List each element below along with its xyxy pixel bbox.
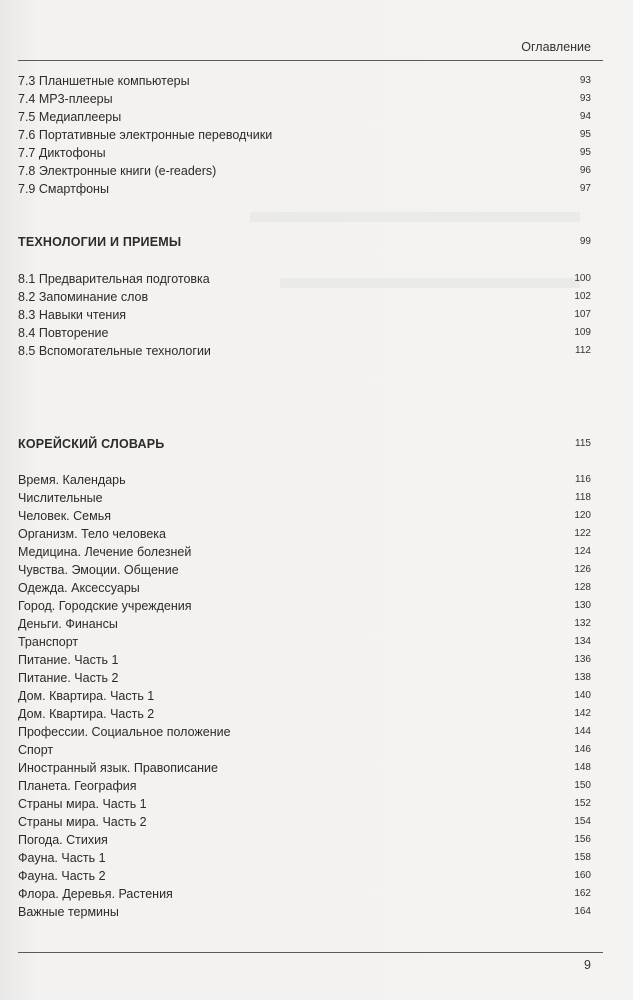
toc-entry[interactable] [18, 489, 591, 507]
header-divider [18, 60, 603, 61]
toc-entry-label: Питание. Часть 1 [18, 653, 119, 667]
toc-entry[interactable] [18, 342, 591, 360]
toc-entry-label: 7.3 Планшетные компьютеры [18, 74, 190, 88]
toc-entry[interactable] [18, 885, 591, 903]
toc-section-title: ТЕХНОЛОГИИ И ПРИЕМЫ [18, 235, 182, 249]
toc-section-heading[interactable] [18, 434, 591, 454]
toc-entry-label: Дом. Квартира. Часть 2 [18, 707, 155, 721]
toc-entry-label: Спорт [18, 743, 54, 757]
toc-entry-label: Флора. Деревья. Растения [18, 887, 173, 901]
toc-entry[interactable] [18, 471, 591, 489]
toc-entry-label: Иностранный язык. Правописание [18, 761, 218, 775]
toc-entry-page: 138 [574, 672, 591, 683]
toc-entry-label: Фауна. Часть 2 [18, 869, 106, 883]
toc-entry-page: 120 [574, 510, 591, 521]
toc-entry-page: 142 [574, 708, 591, 719]
toc-entry-page: 160 [574, 870, 591, 881]
toc-entry-label: 7.4 MP3-плееры [18, 92, 113, 106]
toc-entry-page: 109 [574, 327, 591, 338]
toc-entry-label: Фауна. Часть 1 [18, 851, 106, 865]
toc-entry-page: 118 [575, 492, 591, 503]
toc-entry-label: 7.6 Портативные электронные переводчики [18, 128, 273, 142]
toc-entry-label: Профессии. Социальное положение [18, 725, 231, 739]
toc-entry-page: 130 [574, 600, 591, 611]
toc-entry-page: 94 [579, 111, 591, 122]
toc-section-page: 115 [575, 438, 591, 449]
toc-entry-page: 102 [574, 291, 591, 302]
toc-entry-label: Одежда. Аксессуары [18, 581, 140, 595]
toc-entry-label: Время. Календарь [18, 473, 126, 487]
toc-entry[interactable] [18, 90, 591, 108]
toc-entry-label: 8.5 Вспомогательные технологии [18, 344, 211, 358]
toc-section-page: 99 [579, 236, 591, 247]
running-header: Оглавление [521, 40, 591, 54]
toc-entry[interactable] [18, 687, 591, 705]
toc-entry-page: 152 [574, 798, 591, 809]
toc-entry-page: 95 [579, 129, 591, 140]
toc-entry[interactable] [18, 615, 591, 633]
toc-entry-page: 128 [574, 582, 591, 593]
toc-entry-label: Страны мира. Часть 1 [18, 797, 147, 811]
toc-entry-page: 107 [574, 309, 591, 320]
toc-entry[interactable] [18, 813, 591, 831]
footer-divider [18, 952, 603, 953]
toc-entry-label: Город. Городские учреждения [18, 599, 192, 613]
toc-entry[interactable] [18, 723, 591, 741]
toc-entry[interactable] [18, 741, 591, 759]
toc-entry-label: Погода. Стихия [18, 833, 108, 847]
toc-entry[interactable] [18, 903, 591, 921]
toc-entry-page: 124 [574, 546, 591, 557]
toc-entry-label: Человек. Семья [18, 509, 111, 523]
toc-entry[interactable] [18, 507, 591, 525]
toc-entry-page: 150 [574, 780, 591, 791]
toc-entry-page: 126 [574, 564, 591, 575]
toc-entry[interactable] [18, 126, 591, 144]
toc-entry-page: 154 [574, 816, 591, 827]
toc-entry[interactable] [18, 324, 591, 342]
toc-entry[interactable] [18, 867, 591, 885]
toc-entry[interactable] [18, 270, 591, 288]
toc-entry-page: 148 [574, 762, 591, 773]
toc-entry[interactable] [18, 669, 591, 687]
toc-entry-page: 122 [574, 528, 591, 539]
toc-entry-label: 8.2 Запоминание слов [18, 290, 149, 304]
toc-entry-label: 8.4 Повторение [18, 326, 109, 340]
toc-entry-label: Медицина. Лечение болезней [18, 545, 192, 559]
toc-entry-page: 93 [579, 75, 591, 86]
toc-entry[interactable] [18, 795, 591, 813]
toc-entry[interactable] [18, 144, 591, 162]
toc-entry-page: 132 [574, 618, 591, 629]
toc-entry[interactable] [18, 108, 591, 126]
toc-entry[interactable] [18, 288, 591, 306]
toc-entry-label: Страны мира. Часть 2 [18, 815, 147, 829]
toc-section-heading[interactable] [18, 232, 591, 252]
toc-entry[interactable] [18, 162, 591, 180]
toc-entry-label: 7.7 Диктофоны [18, 146, 106, 160]
toc-entry-label: 7.9 Смартфоны [18, 182, 109, 196]
toc-entry-page: 164 [574, 906, 591, 917]
toc-entry-page: 97 [579, 183, 591, 194]
toc-entry-label: Питание. Часть 2 [18, 671, 119, 685]
toc-entry-page: 156 [574, 834, 591, 845]
toc-entry-page: 140 [574, 690, 591, 701]
toc-entry-label: Числительные [18, 491, 103, 505]
toc-entry-page: 136 [574, 654, 591, 665]
toc-entry-label: Организм. Тело человека [18, 527, 166, 541]
toc-entry[interactable] [18, 777, 591, 795]
toc-entry[interactable] [18, 759, 591, 777]
toc-entry-label: Планета. География [18, 779, 137, 793]
toc-entry-label: Чувства. Эмоции. Общение [18, 563, 179, 577]
toc-entry-page: 158 [574, 852, 591, 863]
toc-entry[interactable] [18, 831, 591, 849]
toc-entry[interactable] [18, 597, 591, 615]
toc-entry[interactable] [18, 72, 591, 90]
toc-entry[interactable] [18, 306, 591, 324]
toc-entry-label: 8.3 Навыки чтения [18, 308, 127, 322]
toc-entry-label: 7.5 Медиаплееры [18, 110, 122, 124]
toc-entry[interactable] [18, 180, 591, 198]
toc-entry[interactable] [18, 525, 591, 543]
toc-entry-page: 96 [579, 165, 591, 176]
toc-entry-label: Важные термины [18, 905, 119, 919]
toc-entry-label: Деньги. Финансы [18, 617, 118, 631]
toc-entry[interactable] [18, 849, 591, 867]
toc-entry-label: 7.8 Электронные книги (e-readers) [18, 164, 217, 178]
toc-entry-label: 8.1 Предварительная подготовка [18, 272, 210, 286]
toc-entry[interactable] [18, 579, 591, 597]
toc-entry-page: 95 [579, 147, 591, 158]
toc-entry-page: 116 [575, 474, 591, 485]
toc-entry-label: Транспорт [18, 635, 79, 649]
toc-section-title: КОРЕЙСКИЙ СЛОВАРЬ [18, 437, 165, 451]
toc-entry[interactable] [18, 633, 591, 651]
toc-entry[interactable] [18, 705, 591, 723]
toc-entry-page: 134 [574, 636, 591, 647]
toc-entry[interactable] [18, 543, 591, 561]
toc-entry-page: 162 [574, 888, 591, 899]
toc-entry-page: 100 [574, 273, 591, 284]
page-number: 9 [584, 958, 591, 972]
toc-entry[interactable] [18, 561, 591, 579]
toc-entry-page: 93 [579, 93, 591, 104]
toc-entry-page: 144 [574, 726, 591, 737]
toc-entry-page: 112 [575, 345, 591, 356]
toc-entry[interactable] [18, 651, 591, 669]
toc-entry-page: 146 [574, 744, 591, 755]
toc-entry-label: Дом. Квартира. Часть 1 [18, 689, 155, 703]
